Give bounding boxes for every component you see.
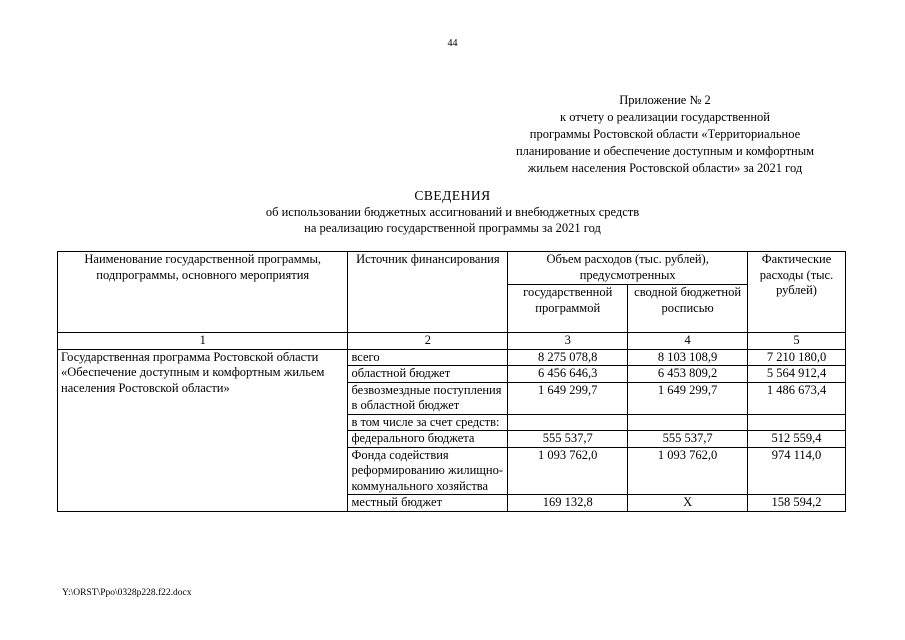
row-planned: 8 275 078,8	[508, 349, 628, 366]
expenditure-table	[57, 251, 846, 512]
row-budget: 8 103 108,9	[628, 349, 748, 366]
row-planned: 555 537,7	[508, 431, 628, 448]
document-subtitle-2: на реализацию государственной программы за 2021 год	[304, 221, 601, 235]
row-budget: 555 537,7	[628, 431, 748, 448]
row-actual: 1 486 673,4	[748, 382, 846, 414]
column-number-row	[58, 333, 846, 350]
col-number-2: 2	[348, 333, 508, 350]
row-planned: 1 649 299,7	[508, 382, 628, 414]
document-subtitle-1: об использовании бюджетных ассигнований и внебюджетных средств	[265, 205, 640, 219]
row-actual: 7 210 180,0	[748, 349, 846, 366]
col-number-1: 1	[58, 333, 348, 350]
row-source: в том числе за счет средств:	[348, 414, 508, 431]
appendix-line-3: программы Ростовской области «Территориальное	[529, 127, 801, 141]
header-actual: Фактические расходы (тыс. рублей)	[748, 252, 846, 333]
row-planned: 6 456 646,3	[508, 366, 628, 383]
row-source: безвозмездные поступления в областной бюджет	[348, 382, 508, 414]
row-planned: 1 093 762,0	[508, 447, 628, 495]
row-source: федерального бюджета	[348, 431, 508, 448]
program-name: Государственная программа Ростовской области «Обеспечение доступным и комфортным жильем населения Ростовской области»	[58, 349, 348, 511]
row-budget: Х	[628, 495, 748, 512]
row-planned	[508, 414, 628, 431]
appendix-line-5: жильем населения Ростовской области» за 2021 год	[527, 161, 803, 175]
appendix-line-4: планирование и обеспечение доступным и комфортным	[515, 144, 815, 158]
table-header-row	[58, 252, 846, 285]
page-number: 44	[447, 38, 458, 49]
table-row	[58, 349, 846, 366]
file-path-footer: Y:\ORST\Ppo\0328p228.f22.docx	[62, 588, 192, 598]
appendix-line-1: Приложение № 2	[619, 93, 711, 107]
row-actual	[748, 414, 846, 431]
row-actual: 512 559,4	[748, 431, 846, 448]
appendix-line-2: к отчету о реализации государственной	[560, 110, 770, 124]
row-budget: 6 453 809,2	[628, 366, 748, 383]
row-source: всего	[348, 349, 508, 366]
appendix-block	[470, 92, 860, 177]
row-budget: 1 649 299,7	[628, 382, 748, 414]
row-actual: 974 114,0	[748, 447, 846, 495]
row-planned: 169 132,8	[508, 495, 628, 512]
row-actual: 5 564 912,4	[748, 366, 846, 383]
header-source: Источник финансирования	[348, 252, 508, 333]
col-number-3: 3	[508, 333, 628, 350]
row-source: местный бюджет	[348, 495, 508, 512]
row-budget	[628, 414, 748, 431]
header-budget-list: сводной бюджетной росписью	[628, 285, 748, 333]
col-number-5: 5	[748, 333, 846, 350]
row-actual: 158 594,2	[748, 495, 846, 512]
document-title: СВЕДЕНИЯ	[414, 188, 491, 203]
row-source: областной бюджет	[348, 366, 508, 383]
row-budget: 1 093 762,0	[628, 447, 748, 495]
document-heading	[0, 188, 905, 236]
header-state-program: государственной программой	[508, 285, 628, 333]
col-number-4: 4	[628, 333, 748, 350]
header-name: Наименование государственной программы, подпрограммы, основного мероприятия	[58, 252, 348, 333]
row-source: Фонда содействия реформированию жилищно-коммунального хозяйства	[348, 447, 508, 495]
header-volume: Объем расходов (тыс. рублей), предусмотренных	[508, 252, 748, 285]
